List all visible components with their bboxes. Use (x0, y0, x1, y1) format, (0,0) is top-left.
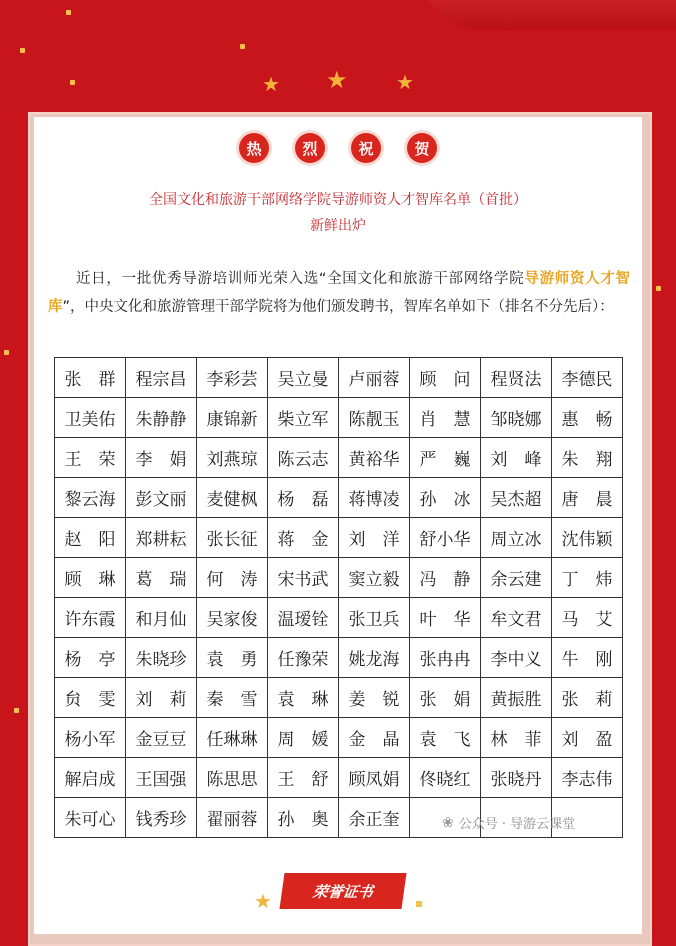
name-cell: 吴立曼 (268, 358, 339, 398)
name-cell: 刘 莉 (126, 678, 197, 718)
name-cell: 蒋 金 (268, 518, 339, 558)
table-row (55, 598, 623, 638)
name-cell: 贠 雯 (55, 678, 126, 718)
name-cell: 林 菲 (481, 718, 552, 758)
name-cell: 任豫荣 (268, 638, 339, 678)
name-cell: 朱晓珍 (126, 638, 197, 678)
name-cell: 余云建 (481, 558, 552, 598)
announcement-card (34, 117, 642, 934)
name-cell: 麦健枫 (197, 478, 268, 518)
name-cell: 袁 飞 (410, 718, 481, 758)
name-cell: 葛 瑞 (126, 558, 197, 598)
confetti-icon (66, 10, 71, 15)
name-cell: 翟丽蓉 (197, 798, 268, 838)
name-cell: 周立冰 (481, 518, 552, 558)
name-cell: 顾 琳 (55, 558, 126, 598)
table-row (55, 478, 623, 518)
table-row (55, 718, 623, 758)
name-cell: 宋书武 (268, 558, 339, 598)
name-cell: 张晓丹 (481, 758, 552, 798)
confetti-icon (14, 708, 19, 713)
name-cell: 冯 静 (410, 558, 481, 598)
name-cell: 黎云海 (55, 478, 126, 518)
certificate-label-text: 荣誉证书 (311, 882, 375, 901)
star-icon: ★ (262, 72, 280, 96)
name-cell: 郑耕耘 (126, 518, 197, 558)
intro-highlight: 导游师资人才智库 (48, 271, 631, 315)
name-cell: 顾凤娟 (339, 758, 410, 798)
name-cell: 李中义 (481, 638, 552, 678)
name-cell: 杨 亭 (55, 638, 126, 678)
intro-text: ”，中央文化和旅游管理干部学院将为他们颁发聘书，智库名单如下（排名不分先后）： (62, 299, 614, 315)
name-cell: 顾 问 (410, 358, 481, 398)
confetti-icon (656, 286, 661, 291)
name-cell: 陈云志 (268, 438, 339, 478)
certificate-label (279, 873, 406, 909)
name-cell: 许东霞 (55, 598, 126, 638)
name-cell: 陈思思 (197, 758, 268, 798)
page-subtitle: 新鲜出炉 (310, 218, 366, 234)
table-row (55, 678, 623, 718)
name-cell: 牟文君 (481, 598, 552, 638)
star-icon: ★ (396, 70, 414, 94)
name-cell: 吴杰超 (481, 478, 552, 518)
name-cell: 孙 冰 (410, 478, 481, 518)
name-cell: 程贤法 (481, 358, 552, 398)
name-cell: 姜 锐 (339, 678, 410, 718)
name-cell: 唐 晨 (552, 478, 623, 518)
star-icon: ★ (326, 66, 348, 94)
name-cell: 朱静静 (126, 398, 197, 438)
name-cell: 朱 翔 (552, 438, 623, 478)
name-cell: 赵 阳 (55, 518, 126, 558)
name-cell: 佟晓红 (410, 758, 481, 798)
name-cell: 严 巍 (410, 438, 481, 478)
name-cell: 王 舒 (268, 758, 339, 798)
name-cell: 窦立毅 (339, 558, 410, 598)
intro-text: 近日，一批优秀导游培训师光荣入选“全国文化和旅游干部网络学院 (76, 271, 525, 287)
name-cell: 杨小军 (55, 718, 126, 758)
confetti-icon (240, 44, 245, 49)
name-cell: 马 艾 (552, 598, 623, 638)
name-cell: 张 娟 (410, 678, 481, 718)
confetti-icon (416, 901, 422, 907)
name-cell: 刘燕琼 (197, 438, 268, 478)
name-cell: 刘 峰 (481, 438, 552, 478)
name-cell: 陈靓玉 (339, 398, 410, 438)
name-cell: 朱可心 (55, 798, 126, 838)
name-cell: 张卫兵 (339, 598, 410, 638)
name-cell: 吴家俊 (197, 598, 268, 638)
confetti-icon (20, 48, 25, 53)
name-cell: 康锦新 (197, 398, 268, 438)
name-cell: 和月仙 (126, 598, 197, 638)
name-cell: 柴立军 (268, 398, 339, 438)
name-cell: 牛 刚 (552, 638, 623, 678)
name-cell: 孙 奥 (268, 798, 339, 838)
name-cell: 姚龙海 (339, 638, 410, 678)
name-cell: 温瑷铨 (268, 598, 339, 638)
watermark-text: 公众号 · 导游云课堂 (458, 817, 576, 832)
table-row (55, 398, 623, 438)
name-cell: 任琳琳 (197, 718, 268, 758)
name-cell: 秦 雪 (197, 678, 268, 718)
name-cell: 程宗昌 (126, 358, 197, 398)
table-row (55, 438, 623, 478)
name-cell: 钱秀珍 (126, 798, 197, 838)
decorative-ribbon (416, 0, 676, 30)
name-cell: 肖 慧 (410, 398, 481, 438)
name-cell: 王 荣 (55, 438, 126, 478)
name-cell: 卢丽蓉 (339, 358, 410, 398)
badge-char: 热 (239, 133, 269, 163)
name-cell: 刘 盈 (552, 718, 623, 758)
intro-paragraph (48, 265, 630, 321)
name-cell: 惠 畅 (552, 398, 623, 438)
star-icon: ★ (254, 889, 272, 913)
badge-char: 烈 (295, 133, 325, 163)
name-cell: 王国强 (126, 758, 197, 798)
page-title: 全国文化和旅游干部网络学院导游师资人才智库名单（首批） (149, 192, 527, 208)
name-cell: 李 娟 (126, 438, 197, 478)
name-cell: 周 媛 (268, 718, 339, 758)
name-cell: 张长征 (197, 518, 268, 558)
name-cell: 袁 勇 (197, 638, 268, 678)
table-row (55, 518, 623, 558)
name-cell: 李彩芸 (197, 358, 268, 398)
name-cell: 邹晓娜 (481, 398, 552, 438)
name-cell: 刘 洋 (339, 518, 410, 558)
badge-char: 贺 (407, 133, 437, 163)
table-row (55, 558, 623, 598)
name-cell: 叶 华 (410, 598, 481, 638)
table-row (55, 358, 623, 398)
name-cell: 黄振胜 (481, 678, 552, 718)
table-row (55, 638, 623, 678)
name-cell: 蒋博凌 (339, 478, 410, 518)
confetti-icon (4, 350, 9, 355)
name-cell: 解启成 (55, 758, 126, 798)
name-cell: 袁 琳 (268, 678, 339, 718)
name-cell: 余正奎 (339, 798, 410, 838)
name-cell: 沈伟颖 (552, 518, 623, 558)
name-cell: 黄裕华 (339, 438, 410, 478)
name-cell: 李德民 (552, 358, 623, 398)
badge-char: 祝 (351, 133, 381, 163)
celebration-badges (34, 133, 642, 163)
name-cell: 舒小华 (410, 518, 481, 558)
name-cell: 张 群 (55, 358, 126, 398)
name-cell: 彭文丽 (126, 478, 197, 518)
watermark (442, 813, 575, 832)
name-list-table (54, 357, 623, 838)
table-row (55, 758, 623, 798)
name-cell: 丁 炜 (552, 558, 623, 598)
name-cell: 金 晶 (339, 718, 410, 758)
name-cell: 何 涛 (197, 558, 268, 598)
name-cell: 金豆豆 (126, 718, 197, 758)
wechat-icon: ❀ (442, 814, 454, 831)
name-cell: 卫美佑 (55, 398, 126, 438)
name-cell: 杨 磊 (268, 478, 339, 518)
name-cell: 李志伟 (552, 758, 623, 798)
name-cell: 张冉冉 (410, 638, 481, 678)
name-cell: 张 莉 (552, 678, 623, 718)
confetti-icon (70, 80, 75, 85)
